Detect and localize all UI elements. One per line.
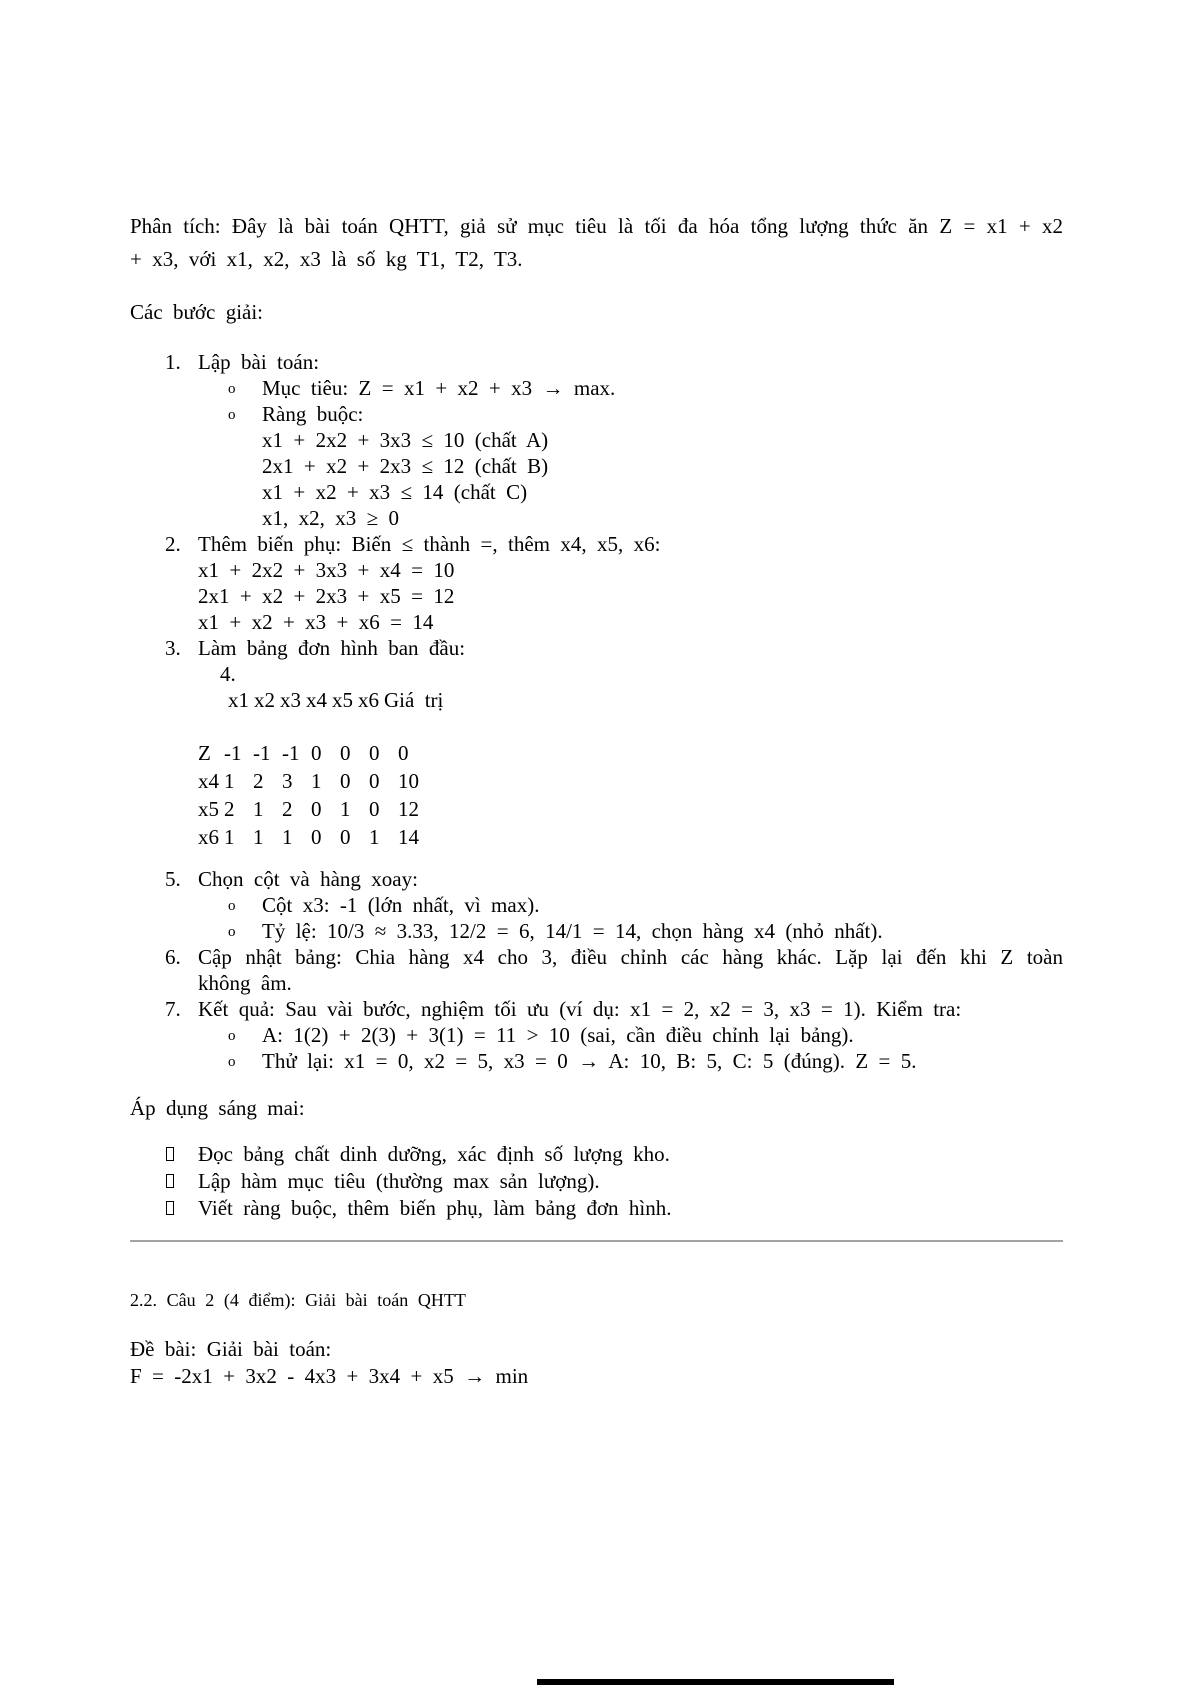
step-item-2	[130, 531, 1063, 557]
o-marker-icon: o	[228, 407, 236, 423]
header-cell: x6	[358, 688, 379, 712]
steps-list	[130, 349, 1063, 1074]
row-cell: 10	[398, 769, 419, 793]
steps-heading: Các bước giải:	[130, 300, 264, 324]
header-cell: x5	[332, 688, 353, 712]
tofu-bullet-icon	[166, 1201, 174, 1215]
constraint-line: 2x1 + x2 + 2x3 ≤ 12 (chất B)	[262, 454, 549, 478]
row-cell: 14	[398, 825, 419, 849]
bullet-text: Đọc bảng chất dinh dưỡng, xác định số lượng kho.	[198, 1142, 670, 1166]
row-cell: -1	[282, 741, 300, 765]
section2-heading: 2.2. Câu 2 (4 điểm): Giải bài toán QHTT	[130, 1290, 466, 1310]
step-number: 3.	[165, 636, 181, 660]
header-cell: x3	[280, 688, 301, 712]
row-cell: 1	[369, 825, 380, 849]
step-text: Thêm biến phụ: Biến ≤ thành =, thêm x4, x5, x6:	[198, 532, 661, 556]
header-cell: x4	[306, 688, 327, 712]
equation-line: x1 + 2x2 + 3x3 + x4 = 10	[198, 558, 455, 582]
sub-item-check-a	[130, 1022, 1063, 1048]
step-number: 2.	[165, 532, 181, 556]
row-cell: 0	[311, 797, 322, 821]
sub-text: Ràng buộc:	[262, 402, 364, 426]
bullet-item	[130, 1168, 1063, 1195]
sub-text: Mục tiêu: Z = x1 + x2 + x3 → max.	[262, 376, 616, 400]
row-cell: 3	[282, 769, 293, 793]
step-text: Cập nhật bảng: Chia hàng x4 cho 3, điều chỉnh các hàng khác. Lặp lại đến khi Z toàn không âm.	[198, 945, 1063, 995]
row-cell: 1	[253, 825, 264, 849]
row-label: Z	[198, 741, 211, 765]
row-cell: 1	[224, 825, 235, 849]
row-cell: 0	[311, 825, 322, 849]
sub-item-retry	[130, 1048, 1063, 1074]
o-marker-icon: o	[228, 898, 236, 914]
o-marker-icon: o	[228, 381, 236, 397]
step-number: 5.	[165, 867, 181, 891]
row-label: x5	[198, 797, 219, 821]
row-label: x6	[198, 825, 219, 849]
row-cell: 1	[311, 769, 322, 793]
row-cell: 1	[253, 797, 264, 821]
row-cell: 0	[340, 769, 351, 793]
step-item-4-number: 4.	[220, 662, 236, 686]
constraint-line: x1 + x2 + x3 ≤ 14 (chất C)	[262, 480, 528, 504]
step-item-6	[130, 944, 1063, 996]
simplex-table-header	[130, 687, 1063, 713]
step-text: Kết quả: Sau vài bước, nghiệm tối ưu (ví dụ: x1 = 2, x2 = 3, x3 = 1). Kiểm tra:	[198, 997, 962, 1021]
simplex-row-z	[130, 739, 1063, 767]
row-cell: -1	[253, 741, 271, 765]
simplex-row-x6	[130, 823, 1063, 851]
header-cell: Giá trị	[384, 688, 444, 712]
tofu-bullet-icon	[166, 1147, 174, 1161]
sub-text: Tỷ lệ: 10/3 ≈ 3.33, 12/2 = 6, 14/1 = 14, chọn hàng x4 (nhỏ nhất).	[262, 919, 883, 943]
intro-paragraph: Phân tích: Đây là bài toán QHTT, giả sử mục tiêu là tối đa hóa tổng lượng thức ăn Z = x1 + x2 + x3, với x1, x2, x3 là số kg T1, T2, T3.	[130, 214, 1063, 271]
row-cell: 2	[282, 797, 293, 821]
o-marker-icon: o	[228, 924, 236, 940]
row-cell: 0	[369, 741, 380, 765]
step-item-7	[130, 996, 1063, 1022]
row-cell: 1	[340, 797, 351, 821]
step-item-5	[130, 866, 1063, 892]
tofu-bullet-icon	[166, 1174, 174, 1188]
row-cell: 1	[282, 825, 293, 849]
row-cell: 0	[311, 741, 322, 765]
o-marker-icon: o	[228, 1054, 236, 1070]
step-item-3	[130, 635, 1063, 661]
step-text: Chọn cột và hàng xoay:	[198, 867, 418, 891]
sub-item-constraints	[130, 401, 1063, 427]
row-cell: 0	[340, 825, 351, 849]
bottom-bar	[537, 1679, 894, 1685]
constraint-line: x1, x2, x3 ≥ 0	[262, 506, 400, 530]
step-number: 7.	[165, 997, 181, 1021]
problem-statement	[130, 1336, 1063, 1390]
row-cell: 0	[398, 741, 409, 765]
o-marker-icon: o	[228, 1028, 236, 1044]
apply-bullet-list	[130, 1141, 1063, 1222]
sub-item-objective	[130, 375, 1063, 401]
row-cell: 0	[340, 741, 351, 765]
bullet-text: Lập hàm mục tiêu (thường max sản lượng).	[198, 1169, 600, 1193]
section-divider	[130, 1240, 1063, 1242]
row-cell: 0	[369, 769, 380, 793]
equation-line: 2x1 + x2 + 2x3 + x5 = 12	[198, 584, 455, 608]
row-cell: -1	[224, 741, 242, 765]
equation-line: x1 + x2 + x3 + x6 = 14	[198, 610, 434, 634]
apply-heading: Áp dụng sáng mai:	[130, 1096, 305, 1120]
bullet-item	[130, 1195, 1063, 1222]
objective-line: F = -2x1 + 3x2 - 4x3 + 3x4 + x5 → min	[130, 1364, 529, 1388]
bullet-text: Viết ràng buộc, thêm biến phụ, làm bảng đơn hình.	[198, 1196, 672, 1220]
row-cell: 1	[224, 769, 235, 793]
header-cell: x2	[254, 688, 275, 712]
row-cell: 2	[224, 797, 235, 821]
step-text: Lập bài toán:	[198, 350, 320, 374]
step-text: Làm bảng đơn hình ban đầu:	[198, 636, 466, 660]
simplex-row-x4	[130, 767, 1063, 795]
sub-text: Cột x3: -1 (lớn nhất, vì max).	[262, 893, 540, 917]
step-number: 6.	[165, 945, 181, 969]
sub-item-ratio	[130, 918, 1063, 944]
sub-text: A: 1(2) + 2(3) + 3(1) = 11 > 10 (sai, cần điều chỉnh lại bảng).	[262, 1023, 854, 1047]
bullet-item	[130, 1141, 1063, 1168]
header-cell: x1	[228, 688, 249, 712]
step-number: 1.	[165, 350, 181, 374]
simplex-row-x5	[130, 795, 1063, 823]
row-label: x4	[198, 769, 219, 793]
problem-label: Đề bài: Giải bài toán:	[130, 1337, 332, 1361]
sub-text: Thử lại: x1 = 0, x2 = 5, x3 = 0 → A: 10, B: 5, C: 5 (đúng). Z = 5.	[262, 1049, 917, 1073]
sub-item-pivot-column	[130, 892, 1063, 918]
row-cell: 0	[369, 797, 380, 821]
row-cell: 12	[398, 797, 419, 821]
document-page	[130, 0, 1063, 1390]
row-cell: 2	[253, 769, 264, 793]
constraint-line: x1 + 2x2 + 3x3 ≤ 10 (chất A)	[262, 428, 549, 452]
step-item-1	[130, 349, 1063, 375]
